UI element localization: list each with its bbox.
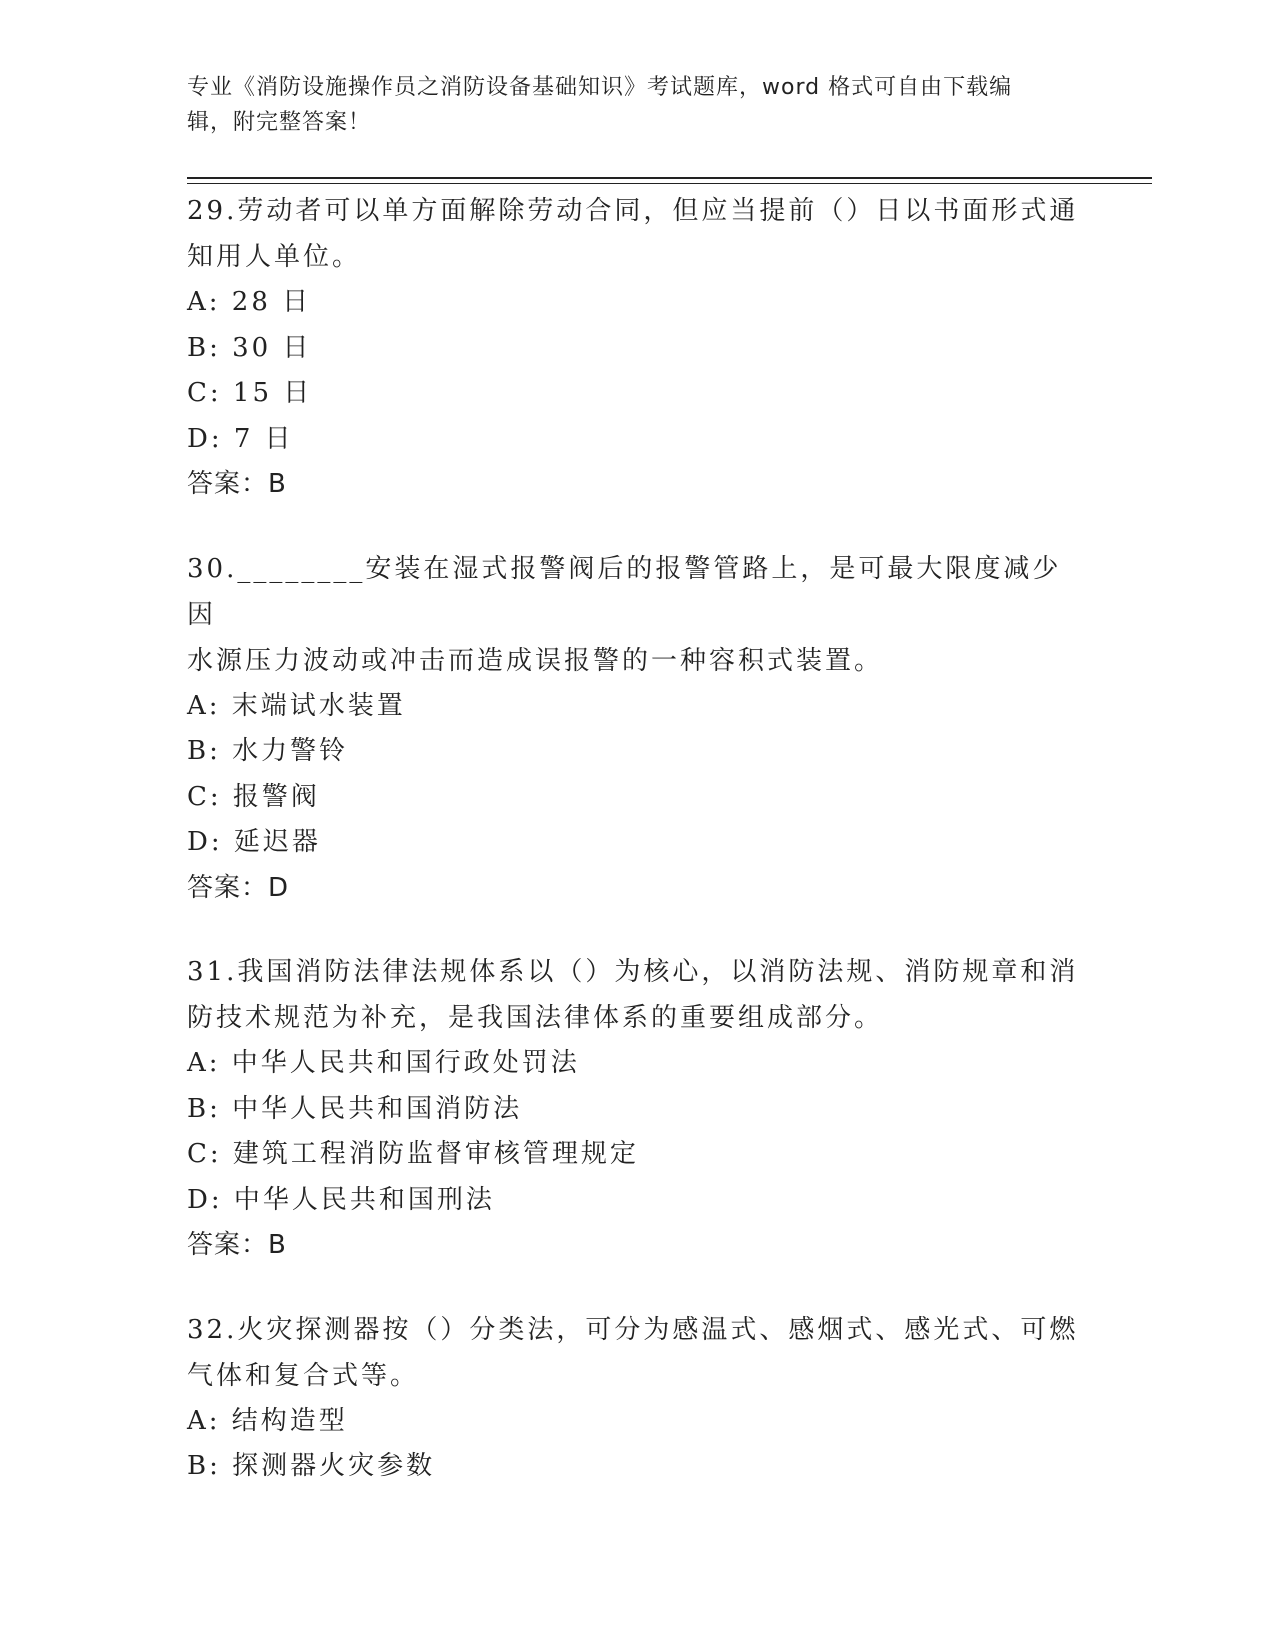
option-d: D: 7 日 [187, 423, 294, 454]
question-31 [187, 949, 1087, 1269]
header-divider-thick [187, 177, 1152, 179]
question-32 [187, 1307, 1087, 1490]
option-a: A: 28 日 [187, 287, 312, 317]
header-line-1: 专业《消防设施操作员之消防设备基础知识》考试题库，word 格式可自由下载编 [187, 75, 1013, 100]
stem-line: 31.我国消防法律法规体系以（）为核心，以消防法规、消防规章和消 [187, 957, 1079, 987]
stem-line: 水源压力波动或冲击而造成误报警的一种容积式装置。 [187, 645, 884, 676]
header-divider-thin [187, 183, 1152, 184]
stem-line: 32.火灾探测器按（）分类法，可分为感温式、感烟式、感光式、可燃 [187, 1314, 1079, 1345]
question-29 [187, 188, 1087, 508]
option-d: D: 中华人民共和国刑法 [187, 1184, 495, 1215]
option-d: D: 延迟器 [187, 827, 321, 857]
option-b: B: 中华人民共和国消防法 [187, 1093, 523, 1124]
option-c: C: 15 日 [187, 378, 313, 408]
header-line-2: 辑，附完整答案！ [187, 110, 372, 135]
answer: 答案：D [187, 872, 290, 903]
question-stem [187, 546, 1087, 684]
option-c: C: 报警阀 [187, 781, 320, 812]
question-30 [187, 546, 1087, 912]
option-b: B: 30 日 [187, 332, 312, 363]
answer: 答案：B [187, 469, 287, 499]
option-c: C: 建筑工程消防监督审核管理规定 [187, 1139, 639, 1169]
stem-line: 30.________安装在湿式报警阀后的报警管路上，是可最大限度减少因 [187, 553, 1062, 630]
question-stem [187, 188, 1087, 280]
stem-line: 知用人单位。 [187, 242, 362, 272]
stem-line: 29.劳动者可以单方面解除劳动合同，但应当提前（）日以书面形式通 [187, 196, 1079, 226]
option-b: B: 水力警铃 [187, 736, 349, 766]
option-a: A: 末端试水装置 [187, 690, 406, 721]
question-stem [187, 1307, 1087, 1399]
question-stem [187, 949, 1087, 1041]
stem-line: 气体和复合式等。 [187, 1360, 420, 1391]
document-header [187, 70, 1087, 140]
question-list [187, 188, 1087, 1528]
stem-line: 防技术规范为补充，是我国法律体系的重要组成部分。 [187, 1003, 884, 1033]
option-a: A: 中华人民共和国行政处罚法 [187, 1048, 580, 1078]
option-b: B: 探测器火灾参数 [187, 1451, 436, 1481]
option-a: A: 结构造型 [187, 1405, 348, 1436]
answer: 答案：B [187, 1230, 287, 1260]
